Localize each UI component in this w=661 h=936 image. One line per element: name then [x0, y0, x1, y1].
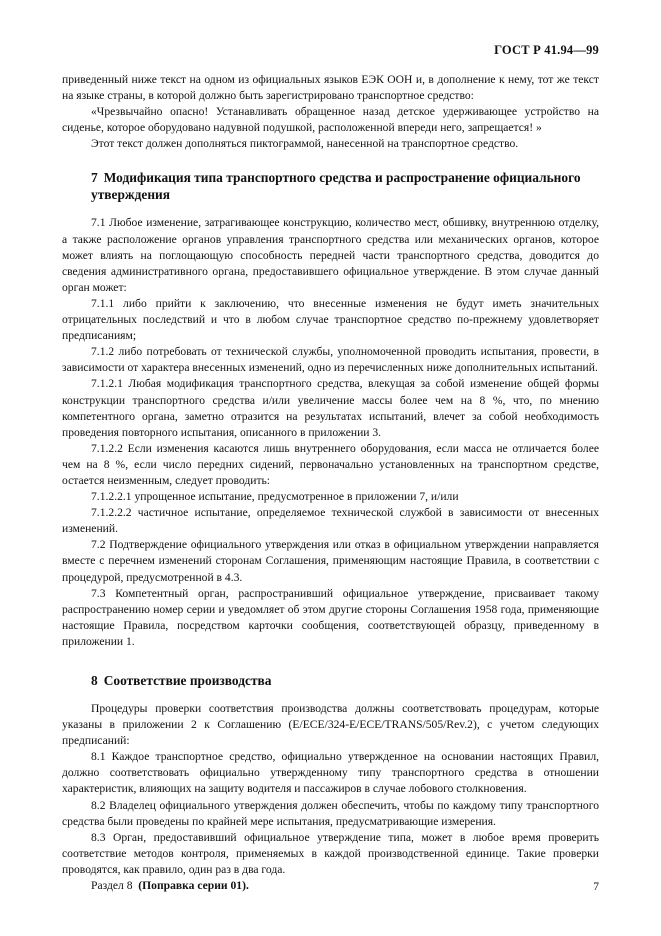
paragraph: 7.1.2.2.2 частичное испытание, определяемое технической службой в зависимости от внесенных изменений. — [62, 506, 599, 536]
section-8-heading — [62, 672, 599, 689]
paragraph: 7.1.1 либо прийти к заключению, что внесенные изменения не будут иметь значительных отрицательных последствий и что в любом случае транспортное средство по-прежнему удовлетворяет предписаниям; — [62, 296, 599, 343]
section-7-heading — [62, 169, 599, 203]
paragraph: «Чрезвычайно опасно! Устанавливать обращенное назад детское удерживающее устройство на сиденье, которое оборудовано надувной подушкой, расположенной впереди него, запрещается! » — [62, 105, 599, 135]
page-content — [62, 72, 599, 894]
paragraph: 7.1.2.1 Любая модификация транспортного средства, влекущая за собой изменение общей формы конструкции транспортного средства и/или увеличение массы более чем на 8 %, что, по мнению компетентного органа, заметно отразится на результатах испытаний, влечет за собой необходимость проведения повторного испытания, описанного в приложении 3. — [62, 377, 599, 439]
amendment-bold: (Поправка серии 01). — [138, 879, 249, 893]
paragraph: 7.1 Любое изменение, затрагивающее конструкцию, количество мест, обшивку, внутреннюю отделку, а также расположение органов управления транспортного средства или механических органов, которое может влиять на поглощающую способность передней части транспортного средства, доводится до сведения административного органа, предоставившего официальное утверждение. В этом случае данный орган может: — [62, 216, 599, 294]
document-code-header: ГОСТ Р 41.94—99 — [494, 43, 599, 57]
paragraph: 7.3 Компетентный орган, распространивший официальное утверждение, присваивает такому распространению номер серии и уведомляет об этом другие стороны Соглашения 1958 года, применяющие настоящие Правила, посредством карточки сообщения, соответствующей образцу, приведенному в приложении 1. — [62, 586, 599, 648]
paragraph: 8.1 Каждое транспортное средство, официально утвержденное на основании настоящих Правил, должно соответствовать официально утвержденному типу транспортного средства в отношении характеристик, влияющих на защиту водителя и пассажиров в случае лобового столкновения. — [62, 750, 599, 796]
section-title: Соответствие производства — [103, 673, 272, 688]
section-number: 8 — [91, 673, 98, 688]
paragraph: Этот текст должен дополняться пиктограммой, нанесенной на транспортное средство. — [91, 137, 519, 151]
paragraph: 8.3 Орган, предоставивший официальное утверждение типа, может в любое время проверить соответствие методов контроля, применяемых в каждой производственной единице. Такие проверки проводятся, как правило, один раз в два года. — [62, 830, 599, 876]
paragraph: 8.2 Владелец официального утверждения должен обеспечить, чтобы по каждому типу транспортного средства были проведены по крайней мере испытания, предусматривающие измерения. — [62, 798, 599, 828]
paragraph: приведенный ниже текст на одном из официальных языков ЕЭК ООН и, в дополнение к нему, тот же текст на языке страны, в которой должно быть зарегистрировано транспортное средство: — [62, 73, 599, 103]
section-number: 7 — [91, 170, 98, 186]
paragraph: 7.1.2.2 Если изменения касаются лишь внутреннего оборудования, если масса не отличается более чем на 8 %, если число передних сидений, первоначально установленных на транспортном средстве, остается неизменным, следует проводить: — [62, 441, 599, 487]
paragraph: 7.1.2 либо потребовать от технической службы, уполномоченной проводить испытания, провести, в зависимости от характера внесенных изменений, одно из перечисленных ниже дополнительных испытаний. — [62, 345, 599, 375]
paragraph: 7.1.2.2.1 упрощенное испытание, предусмотренное в приложении 7, и/или — [91, 490, 459, 504]
amendment-prefix: Раздел 8 — [91, 879, 133, 893]
page-number: 7 — [593, 880, 599, 893]
amendment-note — [62, 878, 599, 894]
paragraph: 7.2 Подтверждение официального утверждения или отказ в официальном утверждении направляется вместе с перечнем изменений сторонам Соглашения, применяющим настоящие Правила, в соответствии с процедурой, предусмотренной в 4.3. — [62, 538, 599, 584]
paragraph: Процедуры проверки соответствия производства должны соответствовать процедурам, которые указаны в приложении 2 к Соглашению (E/ECE/324-E/ECE/TRANS/505/Rev.2), с учетом следующих предписаний: — [62, 702, 599, 748]
section-title: Модификация типа транспортного средства и распространение официального утверждения — [91, 170, 581, 203]
